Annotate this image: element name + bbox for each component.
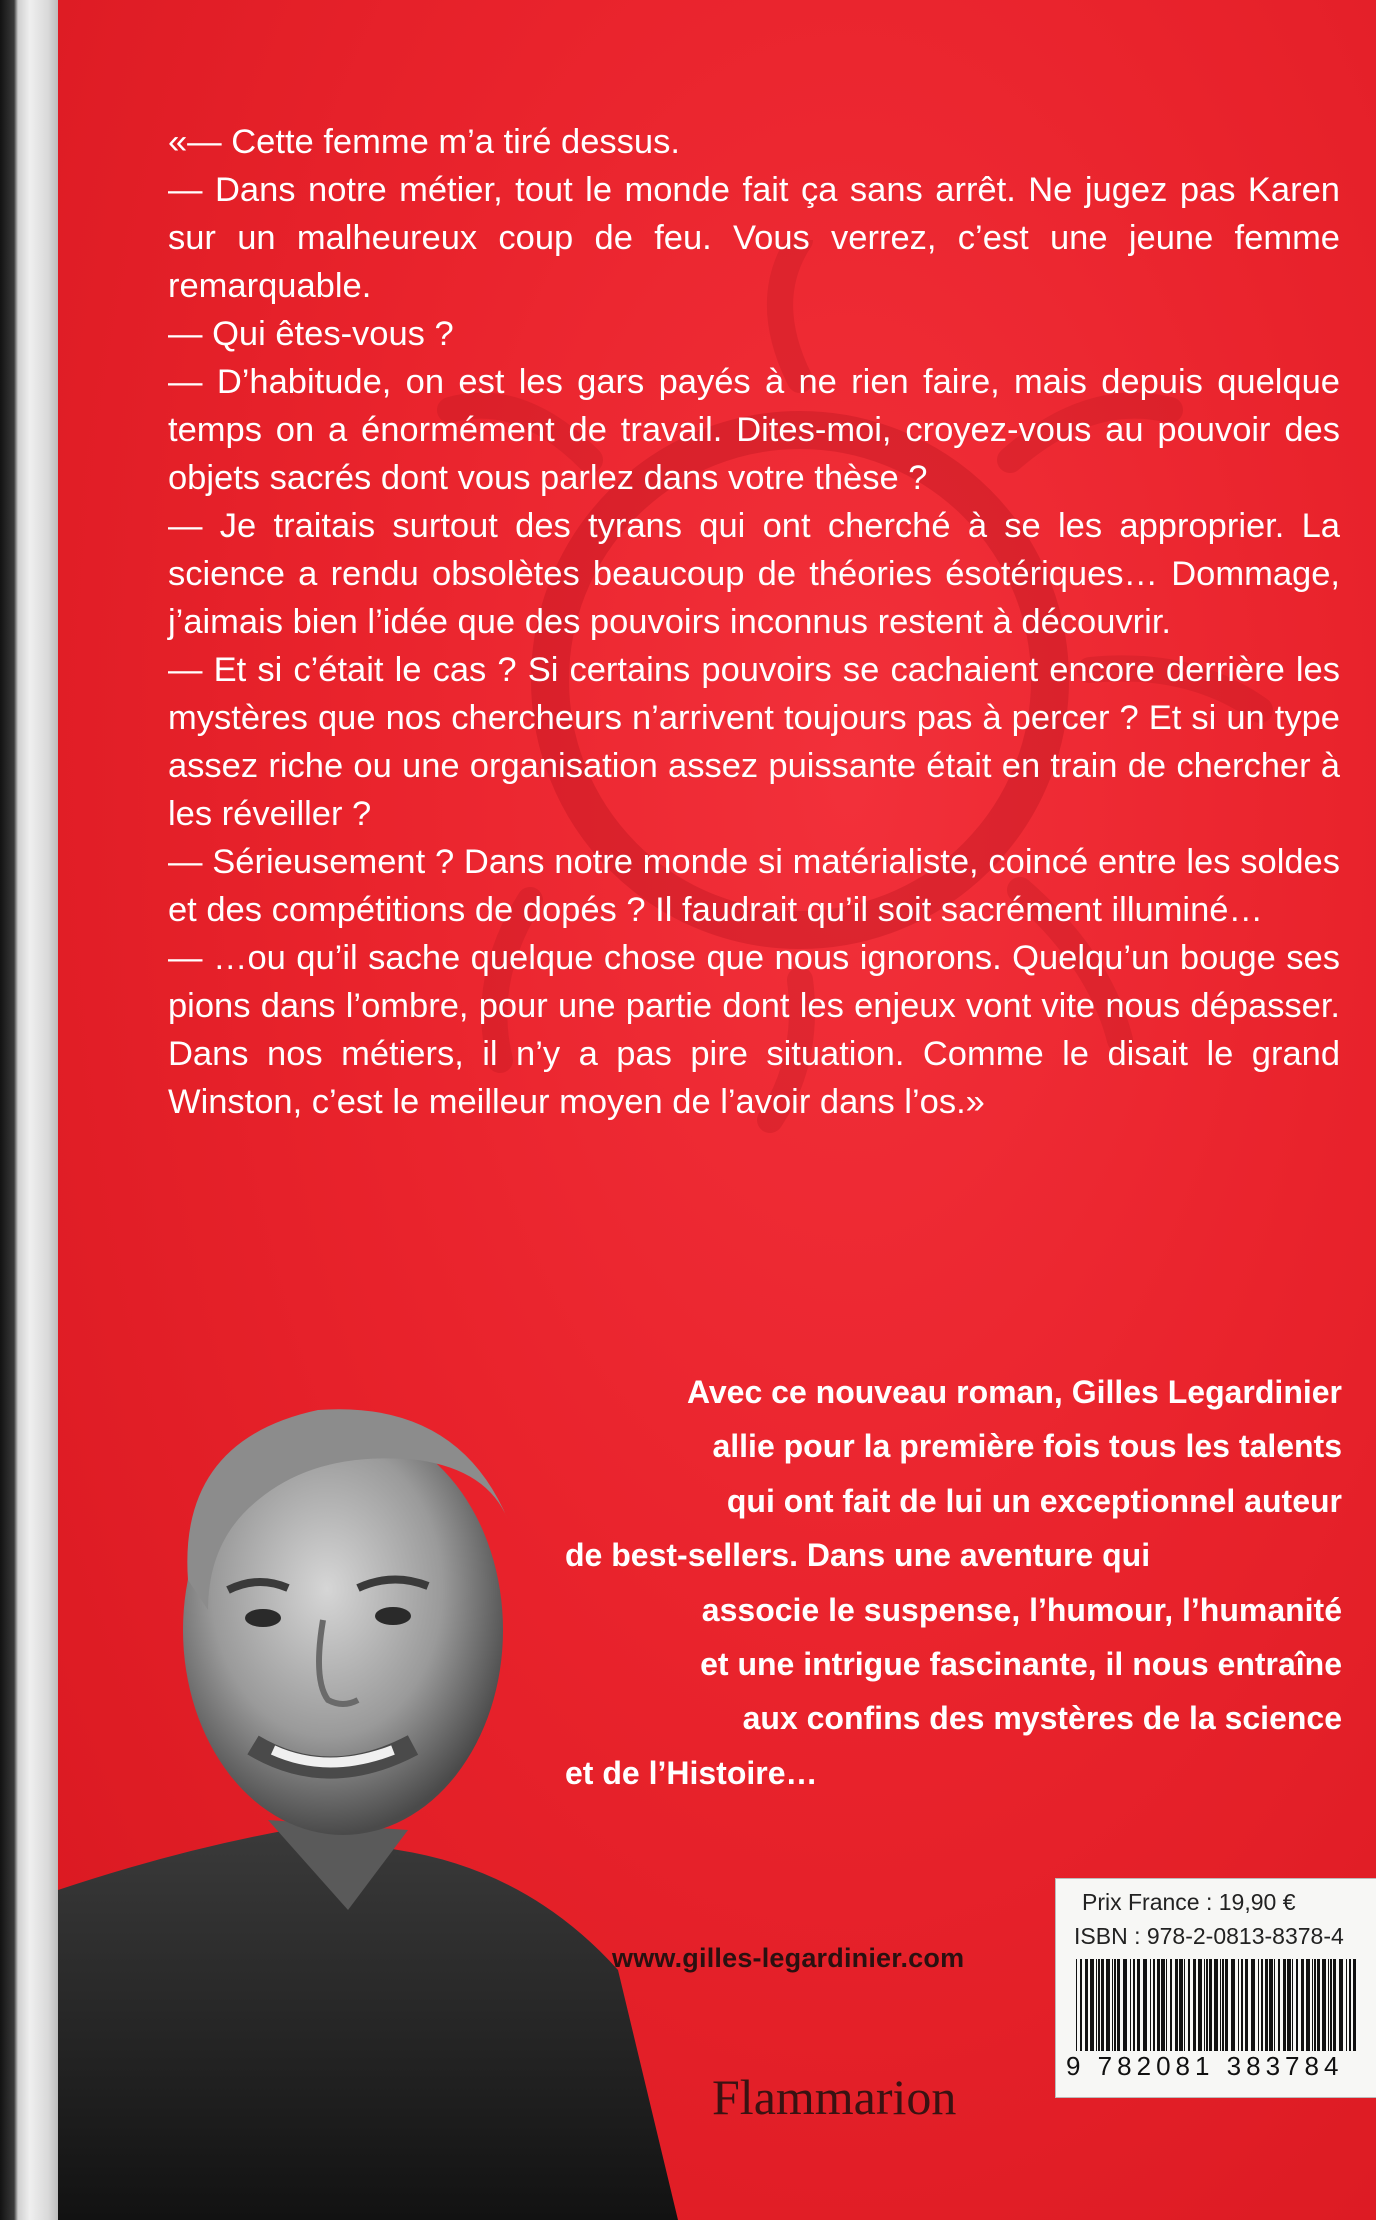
- barcode-bar: [1130, 1959, 1131, 2051]
- barcode-bar: [1161, 1959, 1165, 2051]
- barcode-bar: [1296, 1959, 1298, 2051]
- quote-paragraph: — Qui êtes-vous ?: [168, 315, 454, 353]
- barcode-bar: [1175, 1959, 1178, 2051]
- barcode-bar: [1184, 1959, 1185, 2051]
- quote-paragraph: — …ou qu’il sache quelque chose que nous ignorons. Quelqu’un bouge ses pions dans l’ombre, pour une partie dont les enjeux vont vite nous dépasser. Dans nos métiers, il n’y a pas pire situation. Comme le disait le grand Winston, c’est le meilleur moyen de l’avoir dans l’os.»: [168, 939, 1340, 1121]
- barcode-bar: [1346, 1959, 1347, 2051]
- barcode-bar: [1085, 1959, 1088, 2051]
- barcode-bar: [1170, 1959, 1172, 2051]
- barcode-bar: [1292, 1959, 1293, 2051]
- blurb-line: Avec ce nouveau roman, Gilles Legardinier: [686, 1374, 1342, 1410]
- barcode-bar: [1322, 1959, 1326, 2051]
- barcode-bar: [1080, 1959, 1082, 2051]
- barcode-bar: [1269, 1959, 1273, 2051]
- isbn-label: ISBN : 978-2-0813-8378-4: [1074, 1923, 1344, 1949]
- blurb-line: aux confins des mystères de la science: [742, 1700, 1342, 1737]
- barcode-bar: [1117, 1959, 1120, 2051]
- barcode-bar: [1353, 1959, 1356, 2051]
- barcode-bar: [1339, 1959, 1343, 2051]
- barcode-bar: [1123, 1959, 1127, 2051]
- barcode-bar: [1188, 1959, 1190, 2051]
- barcode-bar: [1238, 1959, 1239, 2051]
- blurb-line: et une intrigue fascinante, il nous entraîne: [700, 1646, 1342, 1683]
- barcode-bar: [1101, 1959, 1104, 2051]
- barcode-bar: [1251, 1959, 1255, 2051]
- quote-paragraph: «— Cette femme m’a tiré dessus.: [168, 123, 680, 161]
- quote-paragraph: — D’habitude, on est les gars payés à ne rien faire, mais depuis quelque temps on a énormément de travail. Dites-moi, croyez-vous au pouvoir des objets sacrés dont vous parlez dans votre thèse ?: [168, 363, 1340, 497]
- barcode-bar: [1179, 1959, 1183, 2051]
- barcode-bar: [1204, 1959, 1205, 2051]
- barcode-bar: [1090, 1959, 1094, 2051]
- blurb-line: allie pour la première fois tous les talents: [712, 1428, 1342, 1465]
- barcode-bar: [1245, 1959, 1248, 2051]
- barcode-bar: [1193, 1959, 1196, 2051]
- barcode-bar: [1112, 1959, 1113, 2051]
- blurb-line: et de l’Histoire…: [565, 1754, 818, 1791]
- barcode-bar: [1098, 1959, 1100, 2051]
- barcode-bar: [1258, 1959, 1259, 2051]
- barcode-bar: [1278, 1959, 1280, 2051]
- barcode-bar: [1096, 1959, 1097, 2051]
- barcode-bar: [1317, 1959, 1320, 2051]
- barcode-bar: [1198, 1959, 1202, 2051]
- barcode-bar: [1209, 1959, 1212, 2051]
- blurb-line: de best-sellers. Dans une aventure qui: [565, 1537, 1151, 1574]
- quote-paragraph: — Je traitais surtout des tyrans qui ont cherché à se les approprier. La science a rendu obsolètes beaucoup de théories ésotériques… Dommage, j’aimais bien l’idée que des pouvoirs inconnus restent à découvrir.: [168, 507, 1340, 641]
- barcode-bar: [1261, 1959, 1263, 2051]
- barcode-bar: [1076, 1959, 1077, 2051]
- barcode-bar: [1150, 1959, 1151, 2051]
- quote-paragraph: — Sérieusement ? Dans notre monde si matérialiste, coincé entre les soldes et des compétitions de dopés ? Il faudrait qu’il soit sacrément illuminé…: [168, 843, 1340, 929]
- barcode-bar: [1274, 1959, 1275, 2051]
- barcode-bar: [1157, 1959, 1160, 2051]
- barcode-bar: [1333, 1959, 1336, 2051]
- book-blurb: [530, 1365, 1342, 1800]
- blurb-line: associe le suspense, l’humour, l’humanité: [701, 1591, 1342, 1628]
- barcode-bar: [1349, 1959, 1351, 2051]
- barcode-icon: [1070, 1959, 1362, 2051]
- barcode-bar: [1137, 1959, 1140, 2051]
- barcode-bar: [1328, 1959, 1329, 2051]
- barcode-bar: [1287, 1959, 1291, 2051]
- quote-paragraph: — Et si c’était le cas ? Si certains pouvoirs se cachaient encore derrière les mystères que nos chercheurs n’arrivent toujours pas à percer ? Et si un type assez riche ou une organisation assez puissante était en train de chercher à les réveiller ?: [168, 651, 1340, 833]
- barcode-bar: [1106, 1959, 1110, 2051]
- barcode-bar: [1133, 1959, 1135, 2051]
- barcode-bar: [1330, 1959, 1332, 2051]
- barcode-bar: [1301, 1959, 1304, 2051]
- blurb-line: qui ont fait de lui un exceptionnel auteur: [726, 1482, 1342, 1519]
- barcode-bar: [1222, 1959, 1224, 2051]
- barcode-bar: [1220, 1959, 1221, 2051]
- barcode-bar: [1306, 1959, 1310, 2051]
- barcode-bar: [1265, 1959, 1268, 2051]
- barcode-bar: [1225, 1959, 1228, 2051]
- barcode-bar: [1166, 1959, 1167, 2051]
- excerpt-quote: [168, 118, 1340, 1126]
- price-label: Prix France : 19,90 €: [1082, 1889, 1296, 1915]
- barcode-bar: [1206, 1959, 1208, 2051]
- barcode-number: 9 782081 383784: [1066, 2051, 1344, 2081]
- barcode-bar: [1114, 1959, 1116, 2051]
- publisher-logo: Flammarion: [712, 2069, 957, 2125]
- barcode-bar: [1241, 1959, 1243, 2051]
- barcode-bar: [1214, 1959, 1218, 2051]
- quote-paragraph: — Dans notre métier, tout le monde fait ça sans arrêt. Ne jugez pas Karen sur un malheureux coup de feu. Vous verrez, c’est une jeune femme remarquable.: [168, 171, 1340, 305]
- barcode-sticker: [1055, 1878, 1376, 2098]
- book-spine-edge: [0, 0, 58, 2220]
- barcode-bar: [1153, 1959, 1155, 2051]
- barcode-bar: [1231, 1959, 1235, 2051]
- barcode-bar: [1312, 1959, 1313, 2051]
- barcode-bar: [1314, 1959, 1316, 2051]
- author-website[interactable]: www.gilles-legardinier.com: [612, 1943, 965, 1973]
- barcode-bar: [1143, 1959, 1147, 2051]
- barcode-bar: [1283, 1959, 1286, 2051]
